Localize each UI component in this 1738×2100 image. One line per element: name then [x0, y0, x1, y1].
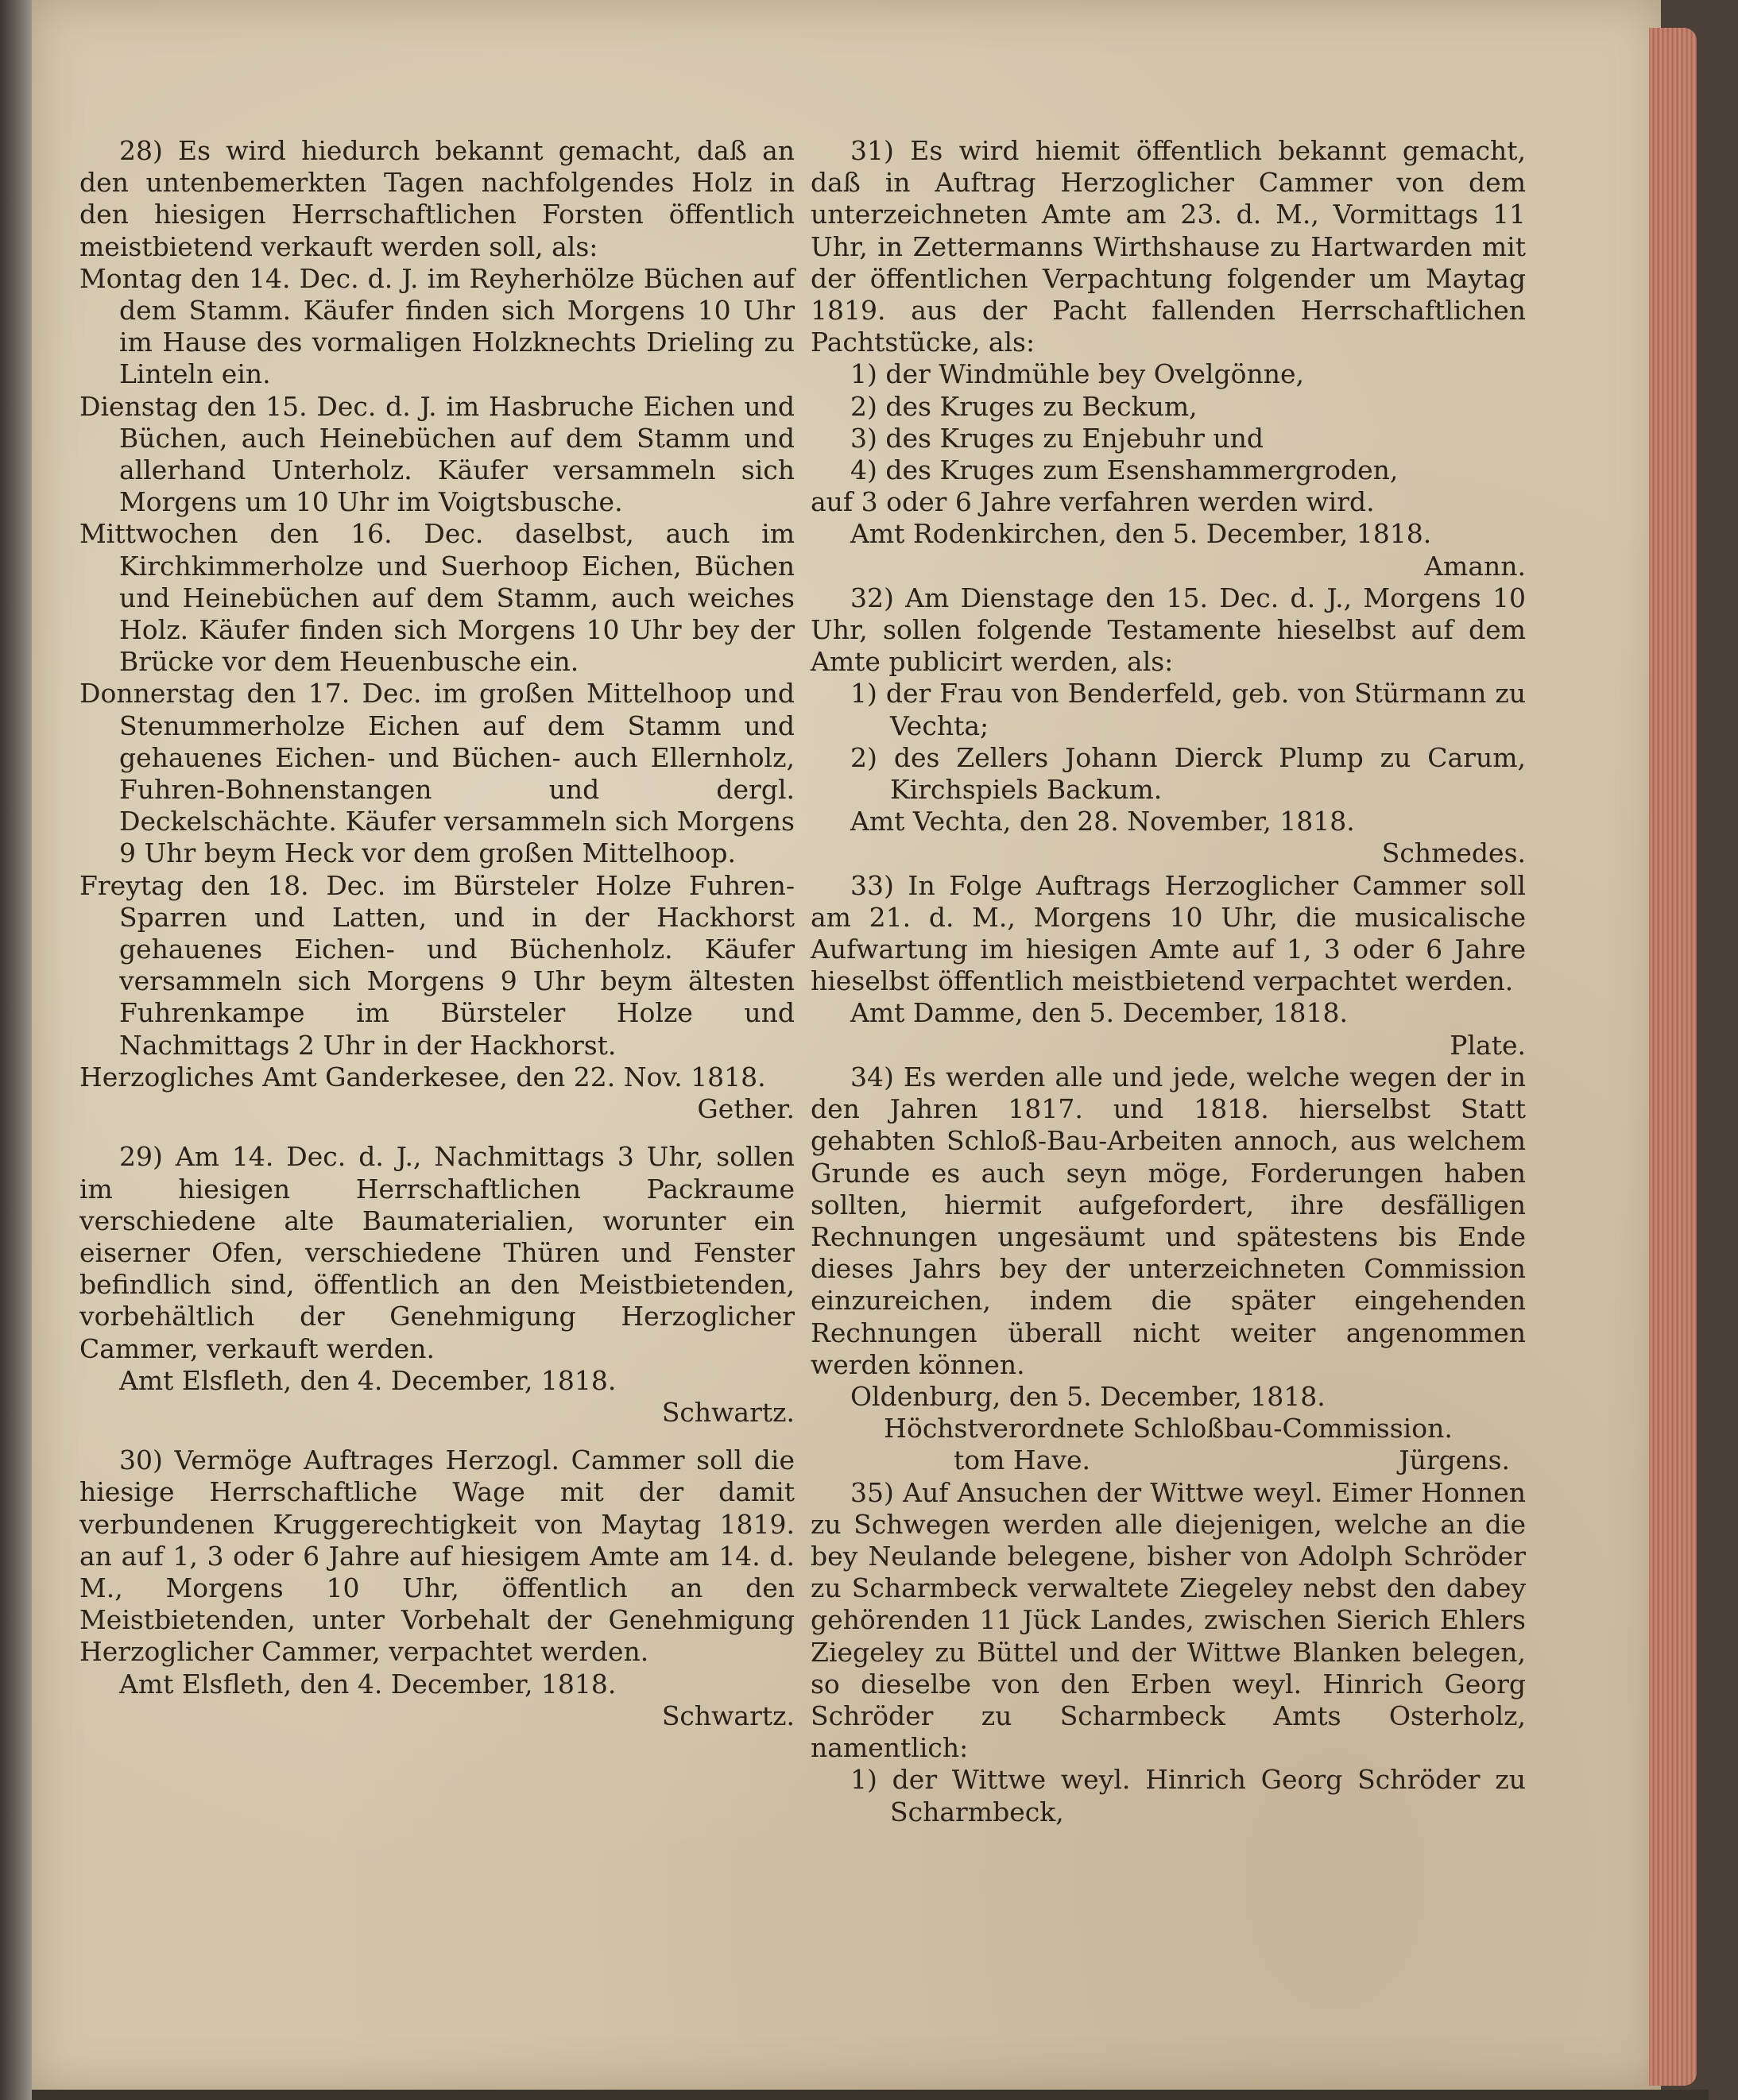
notice-29-body: 29) Am 14. Dec. d. J., Nachmittags 3 Uhr, sollen im hiesigen Herrschaftlichen Packraume verschiedene alte Baumaterialien, worunter ein eiserner Ofen, verschiedene Thüren und Fenster befindlich sind, öffentlich an den Meistbietenden, vorbehältlich der Genehmigung Herzoglicher Cammer, verkauft werden.: [79, 1141, 795, 1364]
notice-28-montag: Montag den 14. Dec. d. J. im Reyherhölze Büchen auf dem Stamm. Käufer finden sich Morgens 10 Uhr im Hause des vormaligen Holzknechts Drieling zu Linteln ein.: [79, 262, 795, 390]
notice-31-item: 3) des Kruges zu Enjebuhr und: [850, 422, 1264, 454]
notice-33-body: 33) In Folge Auftrags Herzoglicher Cammer soll am 21. d. M., Morgens 10 Uhr, die musicalische Aufwartung im hiesigen Amte auf 1, 3 oder 6 Jahre hieselbst öffentlich meistbietend verpachtet werden.: [811, 869, 1526, 997]
notice-28-donnerstag: Donnerstag den 17. Dec. im großen Mittelhoop und Stenummerholze Eichen auf dem Stamm und gehauenes Eichen- und Büchen- auch Ellernholz, Fuhren-Bohnenstangen und dergl. Deckelschächte. Käufer versammeln sich Morgens 9 Uhr beym Heck vor dem großen Mittelhoop.: [79, 678, 795, 869]
notice-28-dienstag: Dienstag den 15. Dec. d. J. im Hasbruche Eichen und Büchen, auch Heinebüchen auf dem Stamm und allerhand Unterholz. Käufer versammeln sich Morgens um 10 Uhr im Voigtsbusche.: [79, 390, 795, 518]
notice-30-place: Amt Elsfleth, den 4. December, 1818.: [119, 1668, 617, 1700]
notice-33-place: Amt Damme, den 5. December, 1818.: [850, 997, 1349, 1029]
notice-28-signature: Gether.: [697, 1093, 795, 1125]
left-column: [79, 135, 795, 1732]
notice-34-commission: Höchstverordnete Schloßbau-Commission.: [884, 1413, 1453, 1444]
page-block-edges: [1649, 28, 1697, 2086]
notice-35-body: 35) Auf Ansuchen der Wittwe weyl. Eimer Honnen zu Schwegen werden alle diejenigen, welche an die bey Neulande belegene, bisher von Adolph Schröder zu Scharmbeck verwaltete Ziegeley nebst den dabey gehörenden 11 Jück Landes, zwischen Sierich Ehlers Ziegeley zu Büttel und der Wittwe Blanken belegen, so dieselbe von den Erben weyl. Hinrich Georg Schröder zu Scharmbeck Amts Osterholz, namentlich:: [811, 1476, 1526, 1764]
notice-34-place: Oldenburg, den 5. December, 1818.: [850, 1380, 1326, 1412]
notice-35-item: 1) der Wittwe weyl. Hinrich Georg Schröder zu Scharmbeck,: [850, 1764, 1526, 1827]
notice-32-body: 32) Am Dienstage den 15. Dec. d. J., Morgens 10 Uhr, sollen folgende Testamente hieselbst auf dem Amte publicirt werden, als:: [811, 582, 1526, 678]
page-bottom-shadow: [32, 2090, 1709, 2100]
notice-30-signature: Schwartz.: [661, 1700, 795, 1731]
notice-30-body: 30) Vermöge Auftrages Herzogl. Cammer soll die hiesige Herrschaftliche Wage mit der damit verbundenen Kruggerechtigkeit von Maytag 1819. an auf 1, 3 oder 6 Jahre auf hiesigem Amte am 14. d. M., Morgens 10 Uhr, öffentlich an den Meistbietenden, unter Vorbehalt der Genehmigung Herzoglicher Cammer, verpachtet werden.: [79, 1444, 795, 1668]
notice-31-item: 2) des Kruges zu Beckum,: [850, 390, 1198, 422]
notice-32-item: 2) des Zellers Johann Dierck Plump zu Carum, Kirchspiels Backum.: [850, 741, 1526, 806]
notice-28-freytag: Freytag den 18. Dec. im Bürsteler Holze Fuhren-Sparren und Latten, und in der Hackhorst gehauenes Eichen- und Büchenholz. Käufer versammeln sich Morgens 9 Uhr beym ältesten Fuhrenkampe im Bürsteler Holze und Nachmittags 2 Uhr in der Hackhorst.: [79, 869, 795, 1061]
notice-32-item: 1) der Frau von Benderfeld, geb. von Stürmann zu Vechta;: [850, 678, 1526, 741]
notice-29-signature: Schwartz.: [661, 1396, 795, 1428]
right-column: [811, 135, 1526, 1828]
notice-34-body: 34) Es werden alle und jede, welche wegen der in den Jahren 1817. und 1818. hierselbst Statt gehabten Schloß-Bau-Arbeiten annoch, aus welchem Grunde es auch seyn möge, Forderungen haben sollten, hiermit aufgefordert, ihre desfälligen Rechnungen ungesäumt und spätestens bis Ende dieses Jahrs bey der unterzeichneten Commission einzureichen, indem die später eingehenden Rechnungen überall nicht weiter angenommen werden können.: [811, 1061, 1526, 1380]
notice-31-place: Amt Rodenkirchen, den 5. December, 1818.: [850, 518, 1432, 550]
notice-28-mittwochen: Mittwochen den 16. Dec. daselbst, auch im Kirchkimmerholze und Suerhoop Eichen, Büchen und Heinebüchen auf dem Stamm, auch weiches Holz. Käufer finden sich Morgens 10 Uhr bey der Brücke vor dem Heuenbusche ein.: [79, 518, 795, 678]
notice-32-place: Amt Vechta, den 28. November, 1818.: [850, 806, 1355, 837]
notice-32-signature: Schmedes.: [1381, 837, 1526, 869]
notice-31-signature: Amann.: [1424, 550, 1526, 582]
notice-34-signature-left: tom Have.: [954, 1444, 1091, 1476]
notice-31-item: 1) der Windmühle bey Ovelgönne,: [850, 358, 1305, 390]
notice-31-item: 4) des Kruges zum Esenshammergroden,: [850, 454, 1399, 486]
notice-34-signature-right: Jürgens.: [1399, 1444, 1510, 1476]
notice-28-intro: 28) Es wird hiedurch bekannt gemacht, daß an den untenbemerkten Tagen nachfolgendes Holz in den hiesigen Herrschaftlichen Forsten öffentlich meistbietend verkauft werden soll, als:: [79, 135, 795, 262]
notice-31-body: 31) Es wird hiemit öffentlich bekannt gemacht, daß in Auftrag Herzoglicher Cammer von dem unterzeichneten Amte am 23. d. M., Vormittags 11 Uhr, in Zettermanns Wirthshause zu Hartwarden mit der öffentlichen Verpachtung folgender um Maytag 1819. aus der Pacht fallenden Herrschaftlichen Pachtstücke, als:: [811, 135, 1526, 358]
notice-28-place: Herzogliches Amt Ganderkesee, den 22. Nov. 1818.: [79, 1061, 766, 1093]
notice-33-signature: Plate.: [1450, 1029, 1526, 1061]
notice-29-place: Amt Elsfleth, den 4. December, 1818.: [119, 1364, 617, 1396]
book-binding-edge: [0, 0, 32, 2100]
notice-31-tail: auf 3 oder 6 Jahre verfahren werden wird.: [811, 486, 1375, 518]
